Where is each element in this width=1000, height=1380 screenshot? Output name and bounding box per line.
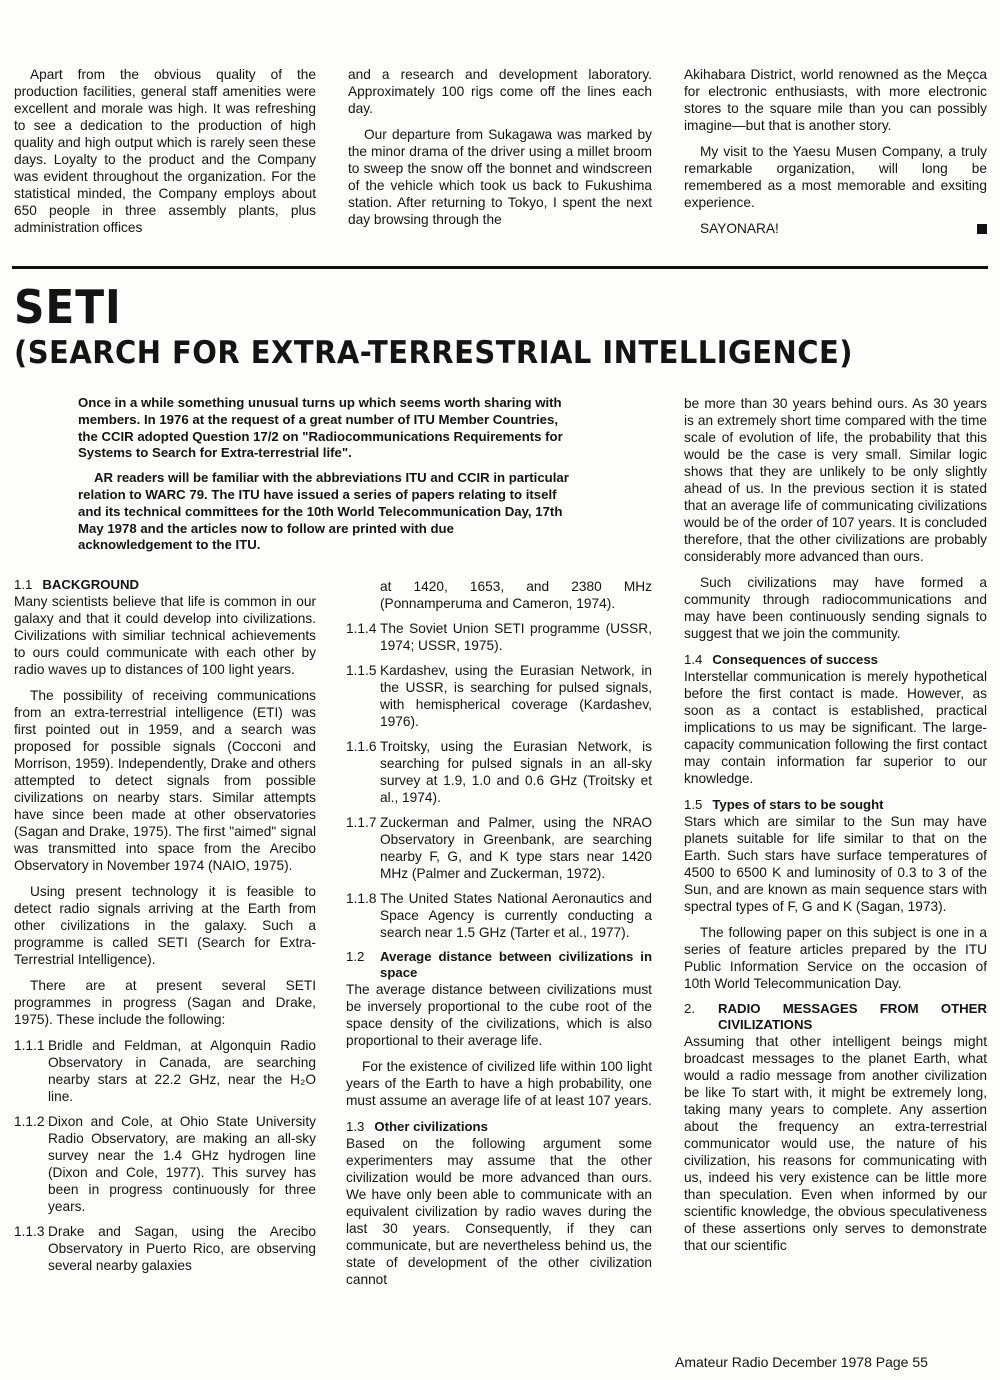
body-paragraph: Interstellar communication is merely hypothetical before the first contact is made. However, as soon as a contact is established, practical implications to us may be significant. The large-capacity communication following the first contact may contain information far superior to our knowledge. <box>684 669 987 786</box>
body-paragraph: Assuming that other intelligent beings might broadcast messages to the planet Earth, what would a radio message from another civilization be like To start with, it might be extremely long, taking many years to complete. Any assertion about the frequency an extra-terrestrial communicator would use, the nature of his civilization, his reasons for communicating with us, indeed his very existence can be little more than speculation. Even when informed by our scientific knowledge, the obvious speculativeness of these assertions only serves to demonstrate that our scientific <box>684 1034 987 1253</box>
section-heading: 1.2 Average distance between civilizations in space <box>346 949 652 980</box>
list-item-continued: at 1420, 1653, and 2380 MHz (Ponnamperuma and Cameron, 1974). <box>380 579 652 611</box>
list-item: 1.1.2 Dixon and Cole, at Ohio State University Radio Observatory, are making an all-sky survey near the 1.4 GHz hydrogen line (Dixon and Cole, 1977). This survey has been in progress continuously for three years. <box>14 1114 316 1214</box>
prev-article-paragraph: Our departure from Sukagawa was marked by the minor drama of the driver using a millet broom to sweep the snow off the bonnet and windscreen of the vehicle which took us back to Fukushima station. After returning to Tokyo, I spent the next day browsing through the <box>348 127 652 227</box>
prev-article-column-2 <box>348 66 652 237</box>
article-column-2 <box>346 578 652 1297</box>
end-of-article-icon <box>977 224 987 234</box>
prev-article-column-1 <box>14 66 316 245</box>
article-intro <box>78 395 571 562</box>
page-footer: Amateur Radio December 1978 Page 55 <box>675 1354 928 1370</box>
body-paragraph: For the existence of civilized life within 100 light years of the Earth to have a high probability, one must assume an average life of at least 107 years. <box>346 1059 652 1108</box>
body-paragraph: be more than 30 years behind ours. As 30 years is an extremely short time compared with the time scale of evolution of life, the probability that this would be the case is very small. Similar logic shows that they are unlikely to be only slightly ahead of us. In the previous section it is stated that an average life of communicating civilizations would be of the order of 107 years. It is concluded therefore, that the other civilizations are probably considerably more advanced than ours. <box>684 396 987 564</box>
list-item: 1.1.4 The Soviet Union SETI programme (USSR, 1974; USSR, 1975). <box>346 621 652 653</box>
article-column-3 <box>684 395 987 1263</box>
section-heading: 1.1 BACKGROUND <box>14 577 140 592</box>
intro-paragraph: Once in a while something unusual turns up which seems worth sharing with members. In 1976 at the request of a great number of ITU Member Countries, the CCIR adopted Question 17/2 on "Radiocommunications Requirements for Systems to Search for Extra-terrestrial life". <box>78 395 563 461</box>
section-heading: 2. RADIO MESSAGES FROM OTHER CIVILIZATIONS <box>684 1001 987 1032</box>
section-divider <box>12 266 988 269</box>
section-heading: 1.4 Consequences of success <box>684 652 878 667</box>
section-heading: 1.5 Types of stars to be sought <box>684 797 884 812</box>
list-item: 1.1.5 Kardashev, using the Eurasian Network, in the USSR, is searching for pulsed signals, with hemispherical coverage (Kardashev, 1976). <box>346 663 652 729</box>
sign-off-line <box>684 220 987 237</box>
article-title: SETI <box>14 280 122 334</box>
body-paragraph: Many scientists believe that life is common in our galaxy and that it could develop into civilizations. Civilizations with similiar technical achievements to ours could communicate with each other by radio waves up to distances of 100 light years. <box>14 594 316 677</box>
sign-off: SAYONARA! <box>700 221 779 236</box>
body-paragraph: There are at present several SETI programmes in progress (Sagan and Drake, 1975). These include the following: <box>14 978 316 1027</box>
prev-article-paragraph: Akihabara District, world renowned as the Meçca for electronic enthusiasts, with more electronic stores to the square mile than you can possibly imagine—but that is another story. <box>684 67 987 133</box>
list-item: 1.1.3 Drake and Sagan, using the Arecibo Observatory in Puerto Rico, are observing several nearby galaxies <box>14 1224 316 1273</box>
prev-article-paragraph: and a research and development laboratory. Approximately 100 rigs come off the lines each day. <box>348 67 652 116</box>
list-item: 1.1.8 The United States National Aeronautics and Space Agency is currently conducting a search near 1.5 GHz (Tarter et al., 1977). <box>346 891 652 940</box>
body-paragraph: The following paper on this subject is one in a series of feature articles prepared by the ITU Public Information Service on the occasion of 10th World Telecommunication Day. <box>684 925 987 991</box>
article-column-1 <box>14 576 316 1282</box>
list-item: 1.1.1 Bridle and Feldman, at Algonquin Radio Observatory in Canada, are searching nearby stars at 22.2 GHz, near the H₂O line. <box>14 1038 316 1104</box>
intro-paragraph: AR readers will be familiar with the abbreviations ITU and CCIR in particular relation to WARC 79. The ITU have issued a series of papers relating to itself and its technical committees for the 10th World Telecommunication Day, 17th May 1978 and the articles now to follow are printed with due acknowledgement to the ITU. <box>78 470 569 553</box>
prev-article-column-3 <box>684 66 987 237</box>
body-paragraph: Such civilizations may have formed a community through radiocommunications and may have been continuously sending signals to suggest that we join the community. <box>684 575 987 641</box>
body-paragraph: Stars which are similar to the Sun may have planets suitable for life similar to that on the Earth. Such stars have surface temperatures of 4500 to 6500 K and luminosity of 0.3 to 3 of the Sun, and are known as main sequence stars with spectral types of F, G and K (Sagan, 1973). <box>684 814 987 914</box>
body-paragraph: Based on the following argument some experimenters may assume that the other civilization would be more advanced than ours. We have only been able to communicate with an equivalent civilization by radio waves during the last 30 years. Consequently, if they can communicate, but are nevertheless behind us, the state of development of the other civilization cannot <box>346 1136 652 1287</box>
body-paragraph: The possibility of receiving communications from an extra-terrestrial intelligence (ETI) was first pointed out in 1959, and a search was proposed for possible signals (Cocconi and Morrison, 1959). Independently, Drake and others attempted to detect signals from possible civilizations on nearby stars. Similar attempts have since been made at other observatories (Sagan and Drake, 1975). The first "aimed" signal was transmitted into space from the Arecibo Observatory in November 1974 (NAIO, 1975). <box>14 688 316 873</box>
list-item: 1.1.6 Troitsky, using the Eurasian Network, is searching for pulsed signals in an all-sky survey at 1.9, 1.0 and 0.6 GHz (Troitsky et al., 1974). <box>346 739 652 805</box>
prev-article-paragraph: Apart from the obvious quality of the production facilities, general staff amenities were excellent and morale was high. It was refreshing to see a dedication to the production of high quality and high output which is rarely seen these days. Loyalty to the product and the Company was evident throughout the organization. For the statistical minded, the Company employs about 650 people in three assembly plants, plus administration offices <box>14 67 316 235</box>
section-heading: 1.3 Other civilizations <box>346 1119 488 1134</box>
article-subtitle: (SEARCH FOR EXTRA-TERRESTRIAL INTELLIGENCE) <box>14 335 853 371</box>
body-paragraph: Using present technology it is feasible to detect radio signals arriving at the Earth from other civilizations in the galaxy. Such a programme is called SETI (Search for Extra-Terrestrial Intelligence). <box>14 884 316 967</box>
list-item: 1.1.7 Zuckerman and Palmer, using the NRAO Observatory in Greenbank, are searching nearby F, G, and K type stars near 1420 MHz (Palmer and Zuckerman, 1972). <box>346 815 652 881</box>
body-paragraph: The average distance between civilizations must be inversely proportional to the cube root of the space density of the civilizations, which is also proportional to their average life. <box>346 982 652 1048</box>
prev-article-paragraph: My visit to the Yaesu Musen Company, a truly remarkable organization, will long be remembered as a most memorable and exsiting experience. <box>684 144 987 210</box>
